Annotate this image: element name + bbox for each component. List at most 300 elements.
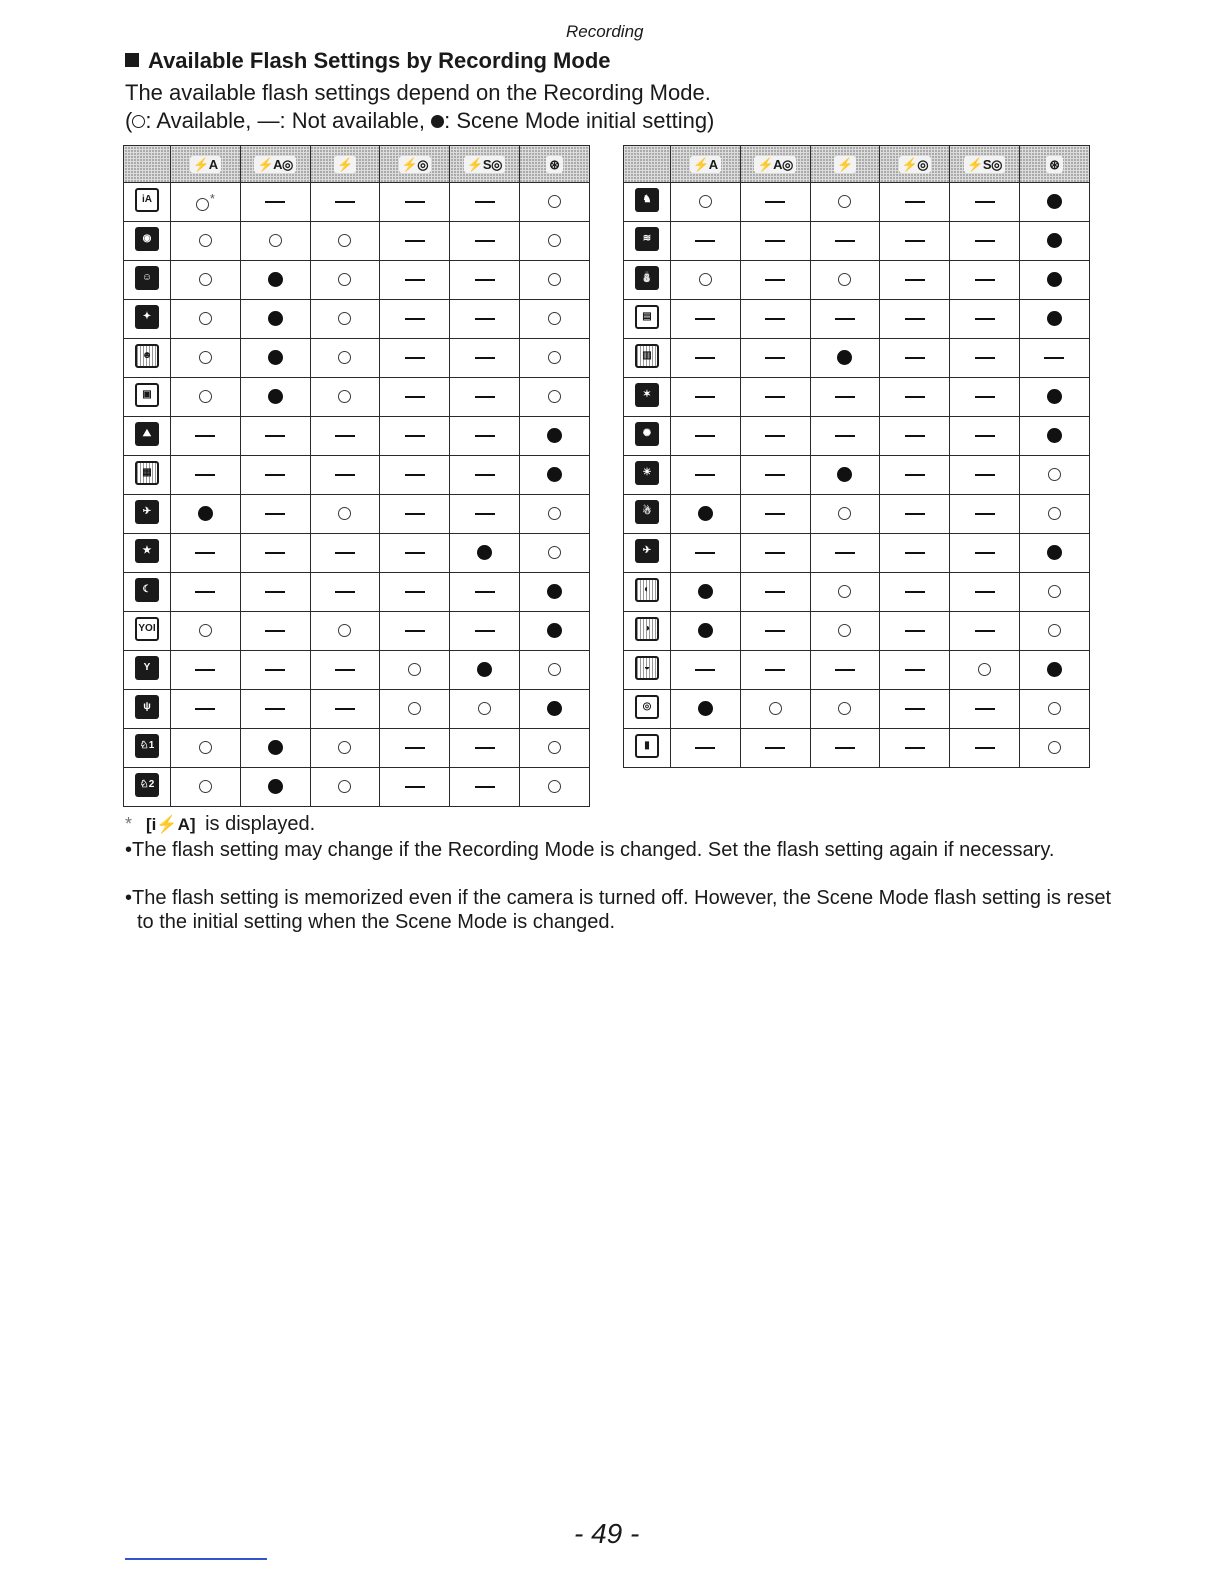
initial-setting-dot-icon: [547, 467, 562, 482]
initial-setting-dot-icon: [1047, 662, 1062, 677]
available-circle-icon: [1048, 468, 1061, 481]
available-circle-icon: [548, 663, 561, 676]
flash-column-header: [380, 146, 450, 183]
available-circle-icon: [199, 741, 212, 754]
mode-cell: [624, 534, 671, 573]
flash-cell: [450, 651, 520, 690]
not-available-dash-icon: [765, 513, 785, 515]
flash-cell: [810, 534, 880, 573]
flash-cell: [310, 300, 380, 339]
flash-cell: [240, 495, 310, 534]
not-available-dash-icon: [835, 396, 855, 398]
mode-cell: [624, 573, 671, 612]
flash-cell: [240, 456, 310, 495]
bullet-square-icon: [125, 53, 139, 67]
flash-cell: [671, 300, 741, 339]
available-circle-icon: [1048, 507, 1061, 520]
not-available-dash-icon: [765, 240, 785, 242]
not-available-dash-icon: [975, 474, 995, 476]
flash-column-header: [950, 146, 1020, 183]
not-available-dash-icon: [475, 435, 495, 437]
initial-setting-dot-icon: [431, 115, 444, 128]
recording-mode-icon: ☃: [635, 500, 659, 524]
mode-cell: [124, 222, 171, 261]
flash-cell: [671, 495, 741, 534]
flash-cell: [519, 339, 589, 378]
flash-cell: [310, 690, 380, 729]
flash-cell: [810, 729, 880, 768]
flash-mode-icon: ⚡A◎: [754, 156, 795, 173]
header-corner: [624, 146, 671, 183]
flash-cell: [810, 300, 880, 339]
not-available-dash-icon: [405, 591, 425, 593]
not-available-dash-icon: [265, 669, 285, 671]
flash-mode-icon: ⚡S◎: [464, 156, 505, 173]
flash-cell: [380, 651, 450, 690]
not-available-dash-icon: [1044, 357, 1064, 359]
available-circle-icon: [769, 702, 782, 715]
available-circle-icon: [338, 780, 351, 793]
initial-setting-dot-icon: [268, 779, 283, 794]
flash-cell: [240, 183, 310, 222]
available-circle-icon: [199, 351, 212, 364]
table-row: [624, 612, 1090, 651]
flash-cell: [810, 378, 880, 417]
table-row: [124, 456, 590, 495]
flash-cell: [810, 495, 880, 534]
mode-cell: [624, 417, 671, 456]
flash-column-header: [880, 146, 950, 183]
not-available-dash-icon: [265, 513, 285, 515]
recording-mode-icon: ✦: [135, 305, 159, 329]
flash-cell: [810, 612, 880, 651]
available-circle-icon: [699, 273, 712, 286]
available-circle-icon: [199, 234, 212, 247]
flash-cell: [950, 495, 1020, 534]
available-circle-icon: [548, 234, 561, 247]
flash-cell: [450, 378, 520, 417]
recording-mode-icon: ✈: [135, 500, 159, 524]
recording-mode-icon: Y: [135, 656, 159, 680]
table-row: [124, 612, 590, 651]
available-circle-icon: [478, 702, 491, 715]
not-available-dash-icon: [765, 201, 785, 203]
footnote: [125, 812, 315, 837]
flash-cell: [1019, 456, 1089, 495]
available-circle-icon: [548, 390, 561, 403]
available-circle-icon: [338, 312, 351, 325]
not-available-dash-icon: [905, 474, 925, 476]
not-available-dash-icon: [835, 435, 855, 437]
flash-cell: [1019, 651, 1089, 690]
flash-cell: [450, 261, 520, 300]
not-available-dash-icon: [765, 279, 785, 281]
flash-cell: [810, 651, 880, 690]
available-circle-icon: [199, 780, 212, 793]
flash-cell: [1019, 729, 1089, 768]
flash-cell: [310, 183, 380, 222]
flash-cell: [450, 534, 520, 573]
flash-cell: [310, 768, 380, 807]
section-title: [125, 48, 611, 74]
flash-column-header: [810, 146, 880, 183]
flash-cell: [380, 573, 450, 612]
flash-cell: [880, 378, 950, 417]
flash-cell: [171, 534, 241, 573]
available-circle-icon: [338, 390, 351, 403]
mode-cell: [124, 612, 171, 651]
not-available-dash-icon: [975, 240, 995, 242]
flash-mode-icon: ⚡◎: [899, 156, 932, 173]
flash-cell: [310, 495, 380, 534]
not-available-dash-icon: [765, 474, 785, 476]
not-available-dash-icon: [835, 240, 855, 242]
mode-cell: [624, 378, 671, 417]
flash-cell: [950, 300, 1020, 339]
available-circle-icon: [548, 312, 561, 325]
available-circle-icon: [838, 624, 851, 637]
available-circle-icon: [199, 273, 212, 286]
flash-cell: [950, 729, 1020, 768]
table-row: [624, 300, 1090, 339]
flash-cell: [519, 456, 589, 495]
recording-mode-icon: ♘1: [135, 734, 159, 758]
flash-cell: [450, 222, 520, 261]
flash-cell: [880, 690, 950, 729]
flash-cell: [950, 534, 1020, 573]
intro-line: The available flash settings depend on the Recording Mode.: [125, 80, 711, 105]
initial-setting-dot-icon: [198, 506, 213, 521]
mode-cell: [124, 651, 171, 690]
initial-setting-dot-icon: [547, 623, 562, 638]
flash-cell: [519, 378, 589, 417]
available-circle-icon: [838, 273, 851, 286]
table-row: [624, 456, 1090, 495]
flash-column-header: [171, 146, 241, 183]
not-available-dash-icon: [265, 708, 285, 710]
available-circle-icon: [199, 312, 212, 325]
flash-cell: [240, 378, 310, 417]
available-circle-icon: [548, 195, 561, 208]
flash-cell: [950, 690, 1020, 729]
flash-cell: [310, 651, 380, 690]
flash-cell: [810, 456, 880, 495]
flash-cell: [671, 729, 741, 768]
not-available-dash-icon: [695, 318, 715, 320]
flash-cell: [950, 378, 1020, 417]
not-available-dash-icon: [975, 552, 995, 554]
not-available-dash-icon: [695, 435, 715, 437]
flash-cell: [671, 612, 741, 651]
mode-cell: [124, 768, 171, 807]
flash-cell: [740, 495, 810, 534]
flash-cell: [880, 183, 950, 222]
recording-mode-icon: ☀: [635, 461, 659, 485]
available-circle-icon: [548, 273, 561, 286]
initial-setting-dot-icon: [547, 584, 562, 599]
initial-setting-dot-icon: [1047, 311, 1062, 326]
flash-cell: [810, 690, 880, 729]
flash-cell: [450, 417, 520, 456]
flash-cell: [1019, 573, 1089, 612]
mode-cell: [624, 339, 671, 378]
not-available-dash-icon: [335, 474, 355, 476]
not-available-dash-icon: [475, 357, 495, 359]
not-available-dash-icon: [335, 669, 355, 671]
flash-cell: [171, 729, 241, 768]
flash-column-header: [519, 146, 589, 183]
table-row: [624, 690, 1090, 729]
flash-cell: [740, 456, 810, 495]
mode-cell: [124, 339, 171, 378]
not-available-dash-icon: [905, 201, 925, 203]
available-circle-icon: [338, 741, 351, 754]
flash-cell: [450, 300, 520, 339]
flash-cell: [310, 573, 380, 612]
flash-cell: [1019, 261, 1089, 300]
flash-cell: [950, 651, 1020, 690]
table-row: [124, 222, 590, 261]
initial-setting-dot-icon: [1047, 233, 1062, 248]
flash-cell: [1019, 417, 1089, 456]
flash-cell: [880, 300, 950, 339]
available-circle-icon: [408, 663, 421, 676]
not-available-dash-icon: [765, 669, 785, 671]
table-row: [124, 690, 590, 729]
initial-setting-dot-icon: [477, 662, 492, 677]
available-circle-icon: [338, 351, 351, 364]
initial-setting-dot-icon: [1047, 428, 1062, 443]
not-available-dash-icon: [905, 630, 925, 632]
not-available-dash-icon: [475, 591, 495, 593]
flash-cell: [880, 417, 950, 456]
recording-mode-icon: ☾: [135, 578, 159, 602]
not-available-dash-icon: [905, 513, 925, 515]
flash-cell: [240, 339, 310, 378]
flash-cell: [450, 729, 520, 768]
not-available-dash-icon: [475, 474, 495, 476]
recording-mode-icon: ▤: [635, 305, 659, 329]
flash-column-header: [240, 146, 310, 183]
mode-cell: [124, 417, 171, 456]
flash-cell: [671, 417, 741, 456]
recording-mode-icon: ☻: [135, 344, 159, 368]
flash-cell: [450, 183, 520, 222]
flash-cell: [240, 300, 310, 339]
flash-cell: [519, 651, 589, 690]
not-available-dash-icon: [975, 201, 995, 203]
available-circle-icon: [548, 780, 561, 793]
recording-mode-icon: iA: [135, 188, 159, 212]
flash-cell: [171, 183, 241, 222]
mode-cell: [124, 261, 171, 300]
initial-setting-dot-icon: [268, 350, 283, 365]
flash-cell: [310, 612, 380, 651]
flash-cell: [519, 612, 589, 651]
asterisk-icon: *: [209, 190, 215, 206]
not-available-dash-icon: [475, 240, 495, 242]
not-available-dash-icon: [975, 435, 995, 437]
not-available-dash-icon: [265, 435, 285, 437]
flash-cell: [950, 339, 1020, 378]
flash-cell: [1019, 690, 1089, 729]
flash-column-header: [740, 146, 810, 183]
flash-column-header: [310, 146, 380, 183]
table-row: [624, 222, 1090, 261]
available-circle-icon: [548, 507, 561, 520]
not-available-dash-icon: [975, 708, 995, 710]
flash-cell: [519, 534, 589, 573]
not-available-dash-icon: [405, 279, 425, 281]
flash-mode-icon: ⊛: [546, 156, 562, 173]
available-circle-icon: [199, 390, 212, 403]
not-available-dash-icon: [905, 708, 925, 710]
not-available-dash-icon: [765, 591, 785, 593]
flash-cell: [380, 495, 450, 534]
mode-cell: [624, 222, 671, 261]
not-available-dash-icon: [405, 474, 425, 476]
not-available-dash-icon: [405, 513, 425, 515]
not-available-dash-icon: [265, 201, 285, 203]
not-available-dash-icon: [905, 747, 925, 749]
not-available-dash-icon: [975, 630, 995, 632]
flash-cell: [380, 612, 450, 651]
mode-cell: [124, 300, 171, 339]
flash-cell: [450, 456, 520, 495]
flash-cell: [880, 495, 950, 534]
flash-cell: [1019, 222, 1089, 261]
flash-cell: [671, 222, 741, 261]
mode-cell: [124, 729, 171, 768]
table-row: [624, 378, 1090, 417]
flash-cell: [740, 612, 810, 651]
initial-setting-dot-icon: [698, 506, 713, 521]
available-circle-icon: [1048, 702, 1061, 715]
mode-cell: [124, 690, 171, 729]
not-available-dash-icon: [475, 318, 495, 320]
flash-cell: [171, 612, 241, 651]
flash-cell: [519, 768, 589, 807]
initial-setting-dot-icon: [268, 311, 283, 326]
not-available-dash-icon: [405, 747, 425, 749]
flash-cell: [171, 339, 241, 378]
flash-cell: [310, 378, 380, 417]
not-available-dash-icon: [405, 630, 425, 632]
flash-mode-icon: ⚡: [834, 156, 856, 173]
mode-cell: [624, 729, 671, 768]
not-available-dash-icon: [335, 708, 355, 710]
available-circle-icon: [338, 507, 351, 520]
not-available-dash-icon: [695, 474, 715, 476]
flash-cell: [519, 573, 589, 612]
not-available-dash-icon: [405, 552, 425, 554]
table-row: [624, 729, 1090, 768]
initial-setting-dot-icon: [837, 350, 852, 365]
not-available-dash-icon: [905, 396, 925, 398]
table-row: [124, 417, 590, 456]
not-available-dash-icon: [475, 513, 495, 515]
flash-cell: [671, 573, 741, 612]
not-available-dash-icon: [975, 396, 995, 398]
initial-setting-dot-icon: [1047, 389, 1062, 404]
flash-cell: [519, 183, 589, 222]
mode-cell: [124, 534, 171, 573]
not-available-dash-icon: [835, 552, 855, 554]
not-available-dash-icon: [405, 435, 425, 437]
initial-setting-dot-icon: [1047, 272, 1062, 287]
not-available-dash-icon: [695, 240, 715, 242]
recording-mode-icon: ≋: [635, 227, 659, 251]
recording-mode-icon: ☺: [135, 266, 159, 290]
flash-cell: [810, 222, 880, 261]
recording-mode-icon: ♞: [635, 188, 659, 212]
flash-cell: [240, 573, 310, 612]
recording-mode-icon: ◒: [635, 656, 659, 680]
not-available-dash-icon: [335, 591, 355, 593]
flash-cell: [950, 573, 1020, 612]
flash-cell: [310, 456, 380, 495]
flash-cell: [380, 261, 450, 300]
table-row: [124, 729, 590, 768]
table-row: [624, 417, 1090, 456]
not-available-dash-icon: [405, 396, 425, 398]
flash-cell: [240, 534, 310, 573]
flash-cell: [519, 417, 589, 456]
flash-cell: [740, 183, 810, 222]
flash-cell: [1019, 378, 1089, 417]
flash-cell: [671, 534, 741, 573]
flash-cell: [380, 456, 450, 495]
available-circle-icon: [548, 741, 561, 754]
initial-setting-dot-icon: [698, 623, 713, 638]
table-row: [124, 495, 590, 534]
not-available-dash-icon: [765, 318, 785, 320]
not-available-dash-icon: [765, 630, 785, 632]
flash-cell: [310, 339, 380, 378]
flash-cell: [740, 690, 810, 729]
mode-cell: [624, 651, 671, 690]
flash-cell: [380, 339, 450, 378]
mode-cell: [124, 378, 171, 417]
initial-setting-dot-icon: [547, 428, 562, 443]
asterisk-icon: *: [125, 814, 133, 834]
not-available-dash-icon: [405, 357, 425, 359]
flash-cell: [880, 651, 950, 690]
flash-cell: [950, 456, 1020, 495]
available-circle-icon: [838, 585, 851, 598]
not-available-dash-icon: [195, 708, 215, 710]
recording-mode-icon: ◑: [635, 617, 659, 641]
flash-mode-icon: ⚡: [334, 156, 356, 173]
not-available-dash-icon: [835, 747, 855, 749]
flash-cell: [740, 339, 810, 378]
flash-cell: [880, 573, 950, 612]
flash-cell: [240, 690, 310, 729]
flash-cell: [380, 534, 450, 573]
recording-mode-icon: ⛰: [135, 422, 159, 446]
flash-cell: [1019, 534, 1089, 573]
flash-cell: [519, 300, 589, 339]
available-circle-icon: [338, 234, 351, 247]
not-available-dash-icon: [765, 396, 785, 398]
flash-cell: [950, 612, 1020, 651]
not-available-dash-icon: [475, 396, 495, 398]
not-available-dash-icon: [195, 669, 215, 671]
recording-mode-icon: ♘2: [135, 773, 159, 797]
recording-mode-icon: ✺: [635, 422, 659, 446]
not-available-dash-icon: [335, 201, 355, 203]
available-circle-icon: [338, 273, 351, 286]
